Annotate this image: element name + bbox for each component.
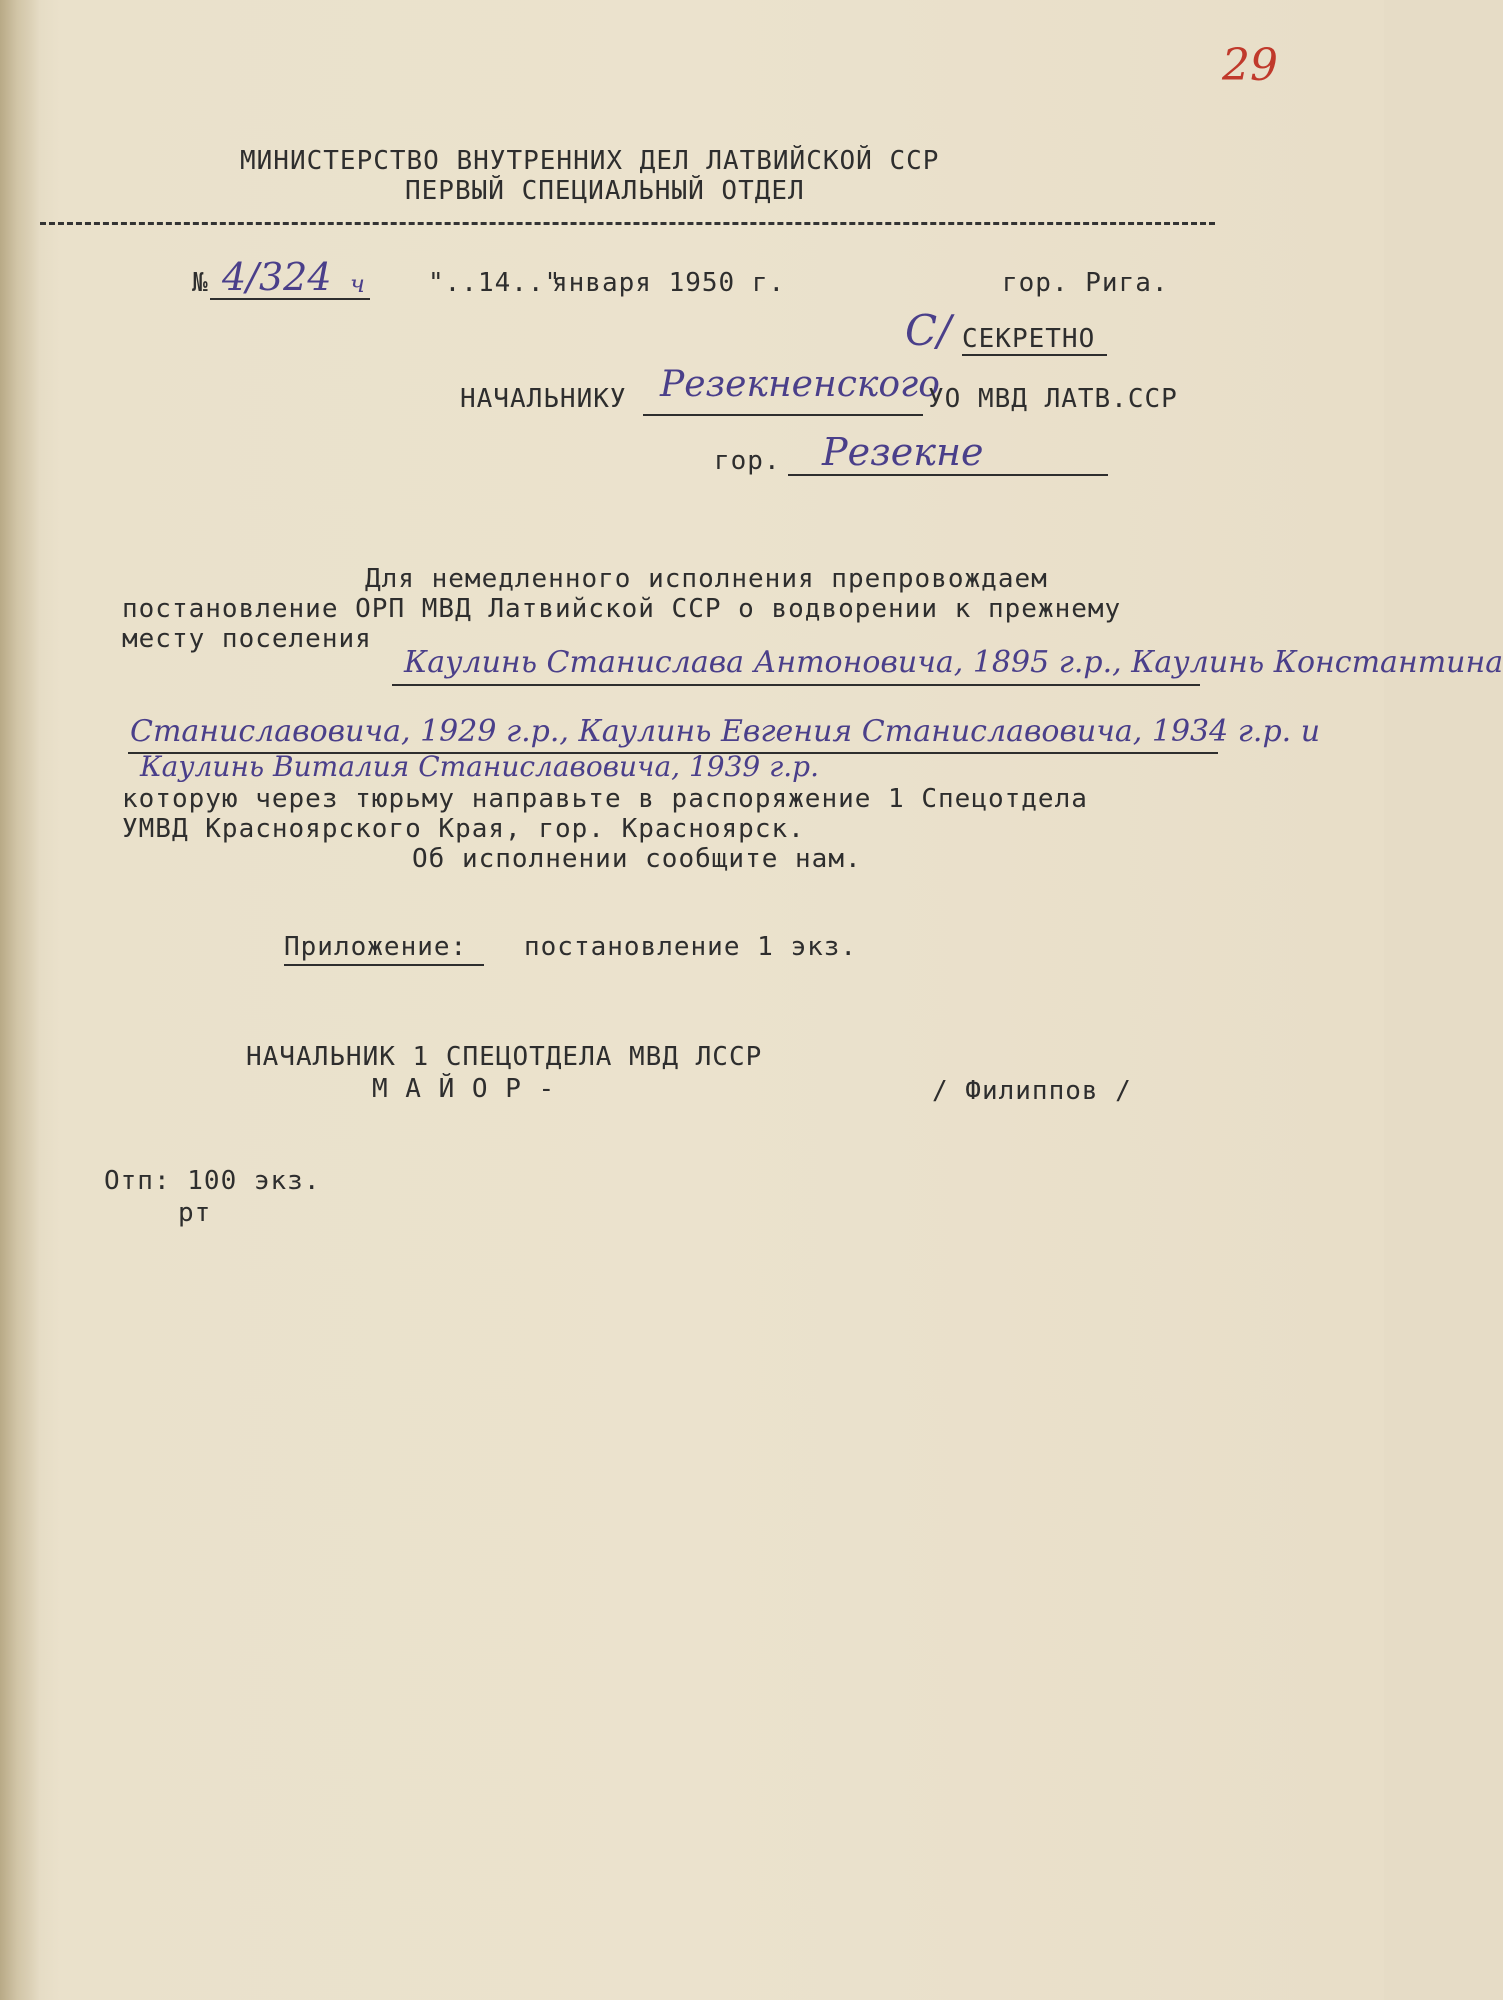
header-divider (40, 222, 1215, 225)
city-handwritten: Резекне (822, 430, 984, 474)
body-line-3: месту поселения (122, 624, 372, 654)
page-number: 29 (1222, 40, 1278, 91)
body-line-6: Об исполнении сообщите нам. (412, 844, 862, 874)
addressee-prefix: НАЧАЛЬНИКУ (460, 384, 627, 414)
copies-count: Отп: 100 экз. (104, 1166, 321, 1196)
ministry-heading: МИНИСТЕРСТВО ВНУТРЕННИХ ДЕЛ ЛАТВИЙСКОЙ ССР (240, 146, 940, 176)
body-line-2: постановление ОРП МВД Латвийской ССР о водворении к прежнему (122, 594, 1122, 624)
attachment-label: Приложение: (284, 932, 468, 962)
city-underline (788, 474, 1108, 476)
number-underline (210, 298, 370, 300)
document-number-suffix: ч (350, 270, 365, 298)
body-line-5: УМВД Красноярского Края, гор. Красноярск. (122, 814, 805, 844)
document-number: 4/324 (222, 255, 332, 299)
secret-handwritten-mark: С/ (905, 306, 952, 355)
names-handwritten-3: Каулинь Виталия Станиславовича, 1939 г.р. (140, 750, 819, 783)
addressee-handwritten: Резекненского (660, 364, 940, 405)
page-spine (0, 0, 40, 2000)
names-handwritten-2: Станиславовича, 1929 г.р., Каулинь Евгения Станиславовича, 1934 г.р. и (130, 714, 1321, 749)
attachment-text: постановление 1 экз. (524, 932, 858, 962)
body-line-1: Для немедленного исполнения препровождаем (365, 564, 1048, 594)
signatory-title: НАЧАЛЬНИК 1 СПЕЦОТДЕЛА МВД ЛССР (246, 1042, 763, 1072)
names-handwritten-1: Каулинь Станислава Антоновича, 1895 г.р., Каулинь Константина (404, 645, 1503, 680)
attachment-underline (284, 964, 484, 966)
body-line-4: которую через тюрьму направьте в распоряжение 1 Спецотдела (122, 784, 1088, 814)
names-underline-1 (392, 684, 1200, 686)
signatory-rank: М А Й О Р - (372, 1074, 556, 1104)
city-riga: гор. Рига. (1002, 268, 1169, 298)
secret-underline (962, 354, 1107, 356)
number-label: № (192, 268, 209, 298)
date-month-year: января 1950 г. (552, 268, 786, 298)
secret-label: СЕКРЕТНО (962, 324, 1096, 354)
signatory-name: / Филиппов / (932, 1076, 1132, 1106)
addressee-suffix: УО МВД ЛАТВ.ССР (928, 384, 1178, 414)
typist-initials: рт (178, 1198, 212, 1228)
department-heading: ПЕРВЫЙ СПЕЦИАЛЬНЫЙ ОТДЕЛ (405, 176, 805, 206)
city-label: гор. (714, 446, 781, 476)
date-day: "..14.." (428, 268, 562, 298)
addressee-underline (643, 414, 923, 416)
